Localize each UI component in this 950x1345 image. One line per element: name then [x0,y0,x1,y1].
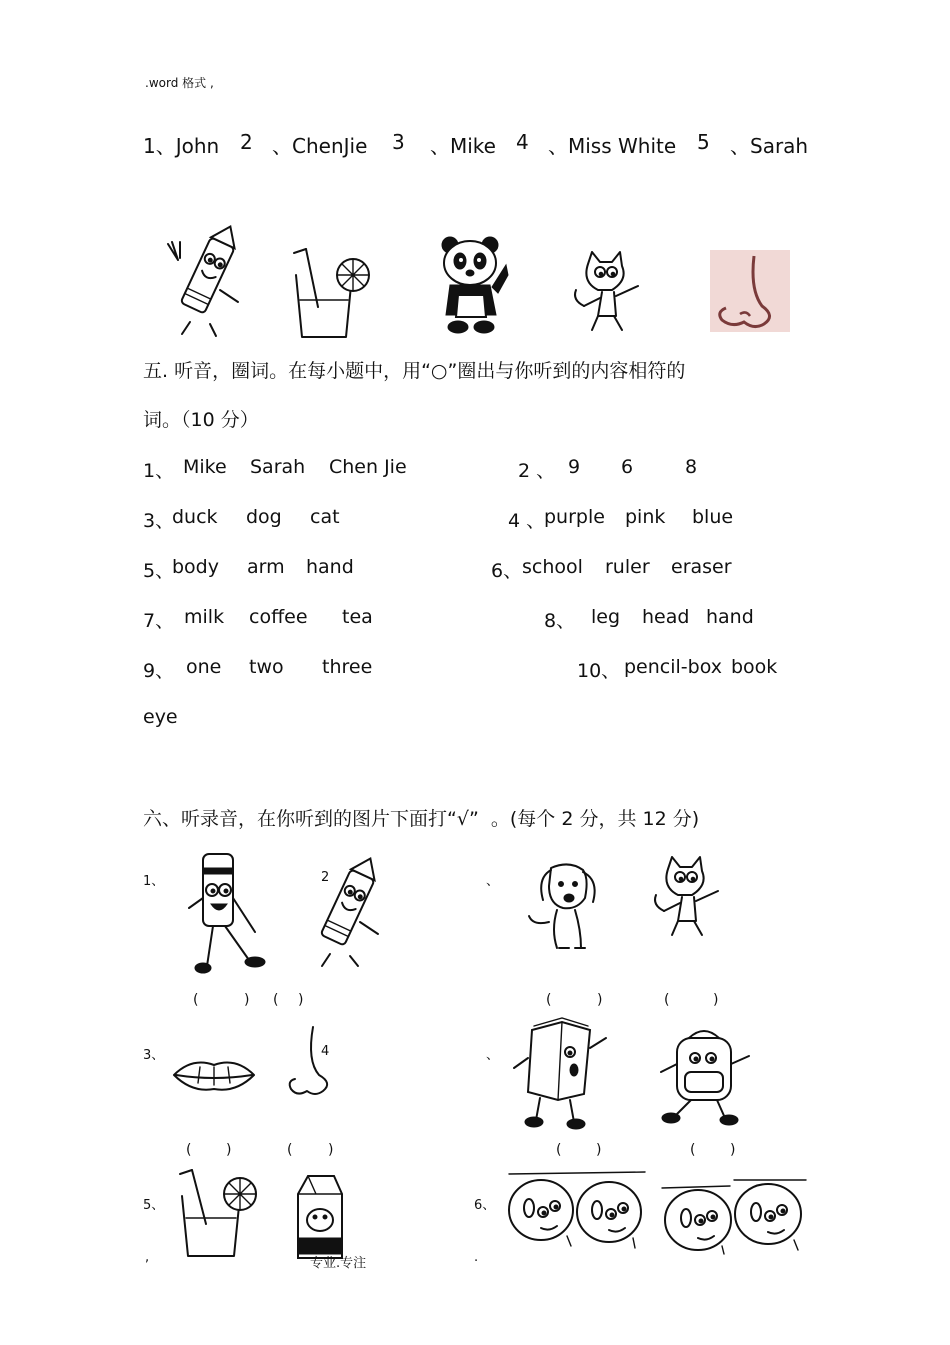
pen-icon [185,848,275,978]
word-option: Mike [183,456,227,478]
answer-bracket-close[interactable]: ) [244,992,250,1008]
name-item: 、ChenJie [272,134,368,158]
name-item: 、Mike [430,134,496,158]
answer-bracket-open[interactable]: ( [273,992,279,1008]
nose-icon [710,250,790,332]
word-option: hand [706,606,754,628]
name-number: 3 [392,130,405,154]
item-number: 6、 [491,560,523,582]
word-option: dog [246,506,282,528]
word-option: duck [172,506,218,528]
word-option: Chen Jie [329,456,407,478]
dog-icon [525,860,615,955]
item-separator: 、 [486,1048,500,1063]
word-option: purple [544,506,605,528]
word-option: eraser [671,556,732,578]
item-separator: 、 [486,874,500,889]
answer-bracket-open[interactable]: ( [193,992,199,1008]
word-option: book [731,656,778,678]
word-option: tea [342,606,373,628]
answer-bracket-close[interactable]: ) [298,992,304,1008]
juice-icon [176,1166,261,1261]
footer-mark: , [145,1250,150,1265]
word-option: 9 [568,456,581,478]
item-number: 6、 [474,1198,496,1213]
milk-icon [290,1172,350,1260]
name-number: 4 [516,130,529,154]
word-option: one [186,656,222,678]
word-option: pencil-box [624,656,722,678]
name-number: 5 [697,130,710,154]
word-option: two [249,656,284,678]
answer-bracket-open[interactable]: ( [556,1142,562,1158]
balloons-icon [505,1172,650,1254]
footer-text: 专业.专注 [310,1256,367,1271]
word-option: eye [143,706,178,728]
name-item: 、Sarah [730,134,809,158]
item-number: 9、 [143,660,175,682]
answer-bracket-close[interactable]: ) [596,1142,602,1158]
answer-bracket-open[interactable]: ( [287,1142,293,1158]
word-option: cat [310,506,340,528]
panda-icon [440,235,510,335]
name-item: 1、John [143,134,220,158]
word-option: three [322,656,373,678]
item-number: 5、 [143,1198,165,1213]
pencil-icon [160,230,245,340]
item-number: 5、 [143,560,175,582]
word-option: hand [306,556,354,578]
section5-title-cont: 词。（10 分） [143,409,259,431]
word-option: leg [591,606,621,628]
word-option: pink [625,506,666,528]
answer-bracket-open[interactable]: ( [546,992,552,1008]
answer-bracket-close[interactable]: ) [713,992,719,1008]
item-number: 2 [321,870,330,885]
word-option: coffee [249,606,308,628]
pencil-icon [300,862,390,972]
word-option: milk [184,606,225,628]
name-item: 、Miss White [548,134,677,158]
item-number: 1、 [143,460,175,482]
word-option: arm [247,556,285,578]
answer-bracket-open[interactable]: ( [690,1142,696,1158]
answer-bracket-close[interactable]: ) [597,992,603,1008]
juice-icon [288,245,373,340]
answer-bracket-close[interactable]: ) [730,1142,736,1158]
book-icon [510,1018,610,1128]
word-option: ruler [605,556,650,578]
word-option: blue [692,506,734,528]
item-number: 8、 [544,610,576,632]
item-number: 4 、 [508,510,546,532]
word-option: 8 [685,456,698,478]
cat-icon [570,250,650,335]
item-number: 3、 [143,1048,165,1063]
section6-title: 六、听录音，在你听到的图片下面打“√” 。(每个 2 分，共 12 分) [143,808,700,830]
answer-bracket-close[interactable]: ) [226,1142,232,1158]
item-number: 2 、 [518,460,556,482]
schoolbag-icon [655,1028,755,1128]
item-number: 7、 [143,610,175,632]
item-number: 10、 [577,660,621,682]
name-number: 2 [240,130,253,154]
word-option: body [172,556,219,578]
item-number: 4 [321,1044,330,1059]
nose-icon [285,1025,335,1100]
mouth-icon [172,1055,257,1095]
balloons-icon [660,1178,808,1258]
item-number: 1、 [143,874,165,889]
section5-title: 五. 听音，圈词。在每小题中，用“○”圈出与你听到的内容相符的 [143,360,686,382]
header-text: .word 格式 , [145,76,214,90]
word-option: 6 [621,456,634,478]
footer-mark: . [474,1250,479,1265]
word-option: head [642,606,690,628]
answer-bracket-open[interactable]: ( [664,992,670,1008]
answer-bracket-close[interactable]: ) [328,1142,334,1158]
cat-icon [650,855,730,940]
word-option: Sarah [250,456,306,478]
answer-bracket-open[interactable]: ( [186,1142,192,1158]
word-option: school [522,556,583,578]
item-number: 3、 [143,510,175,532]
